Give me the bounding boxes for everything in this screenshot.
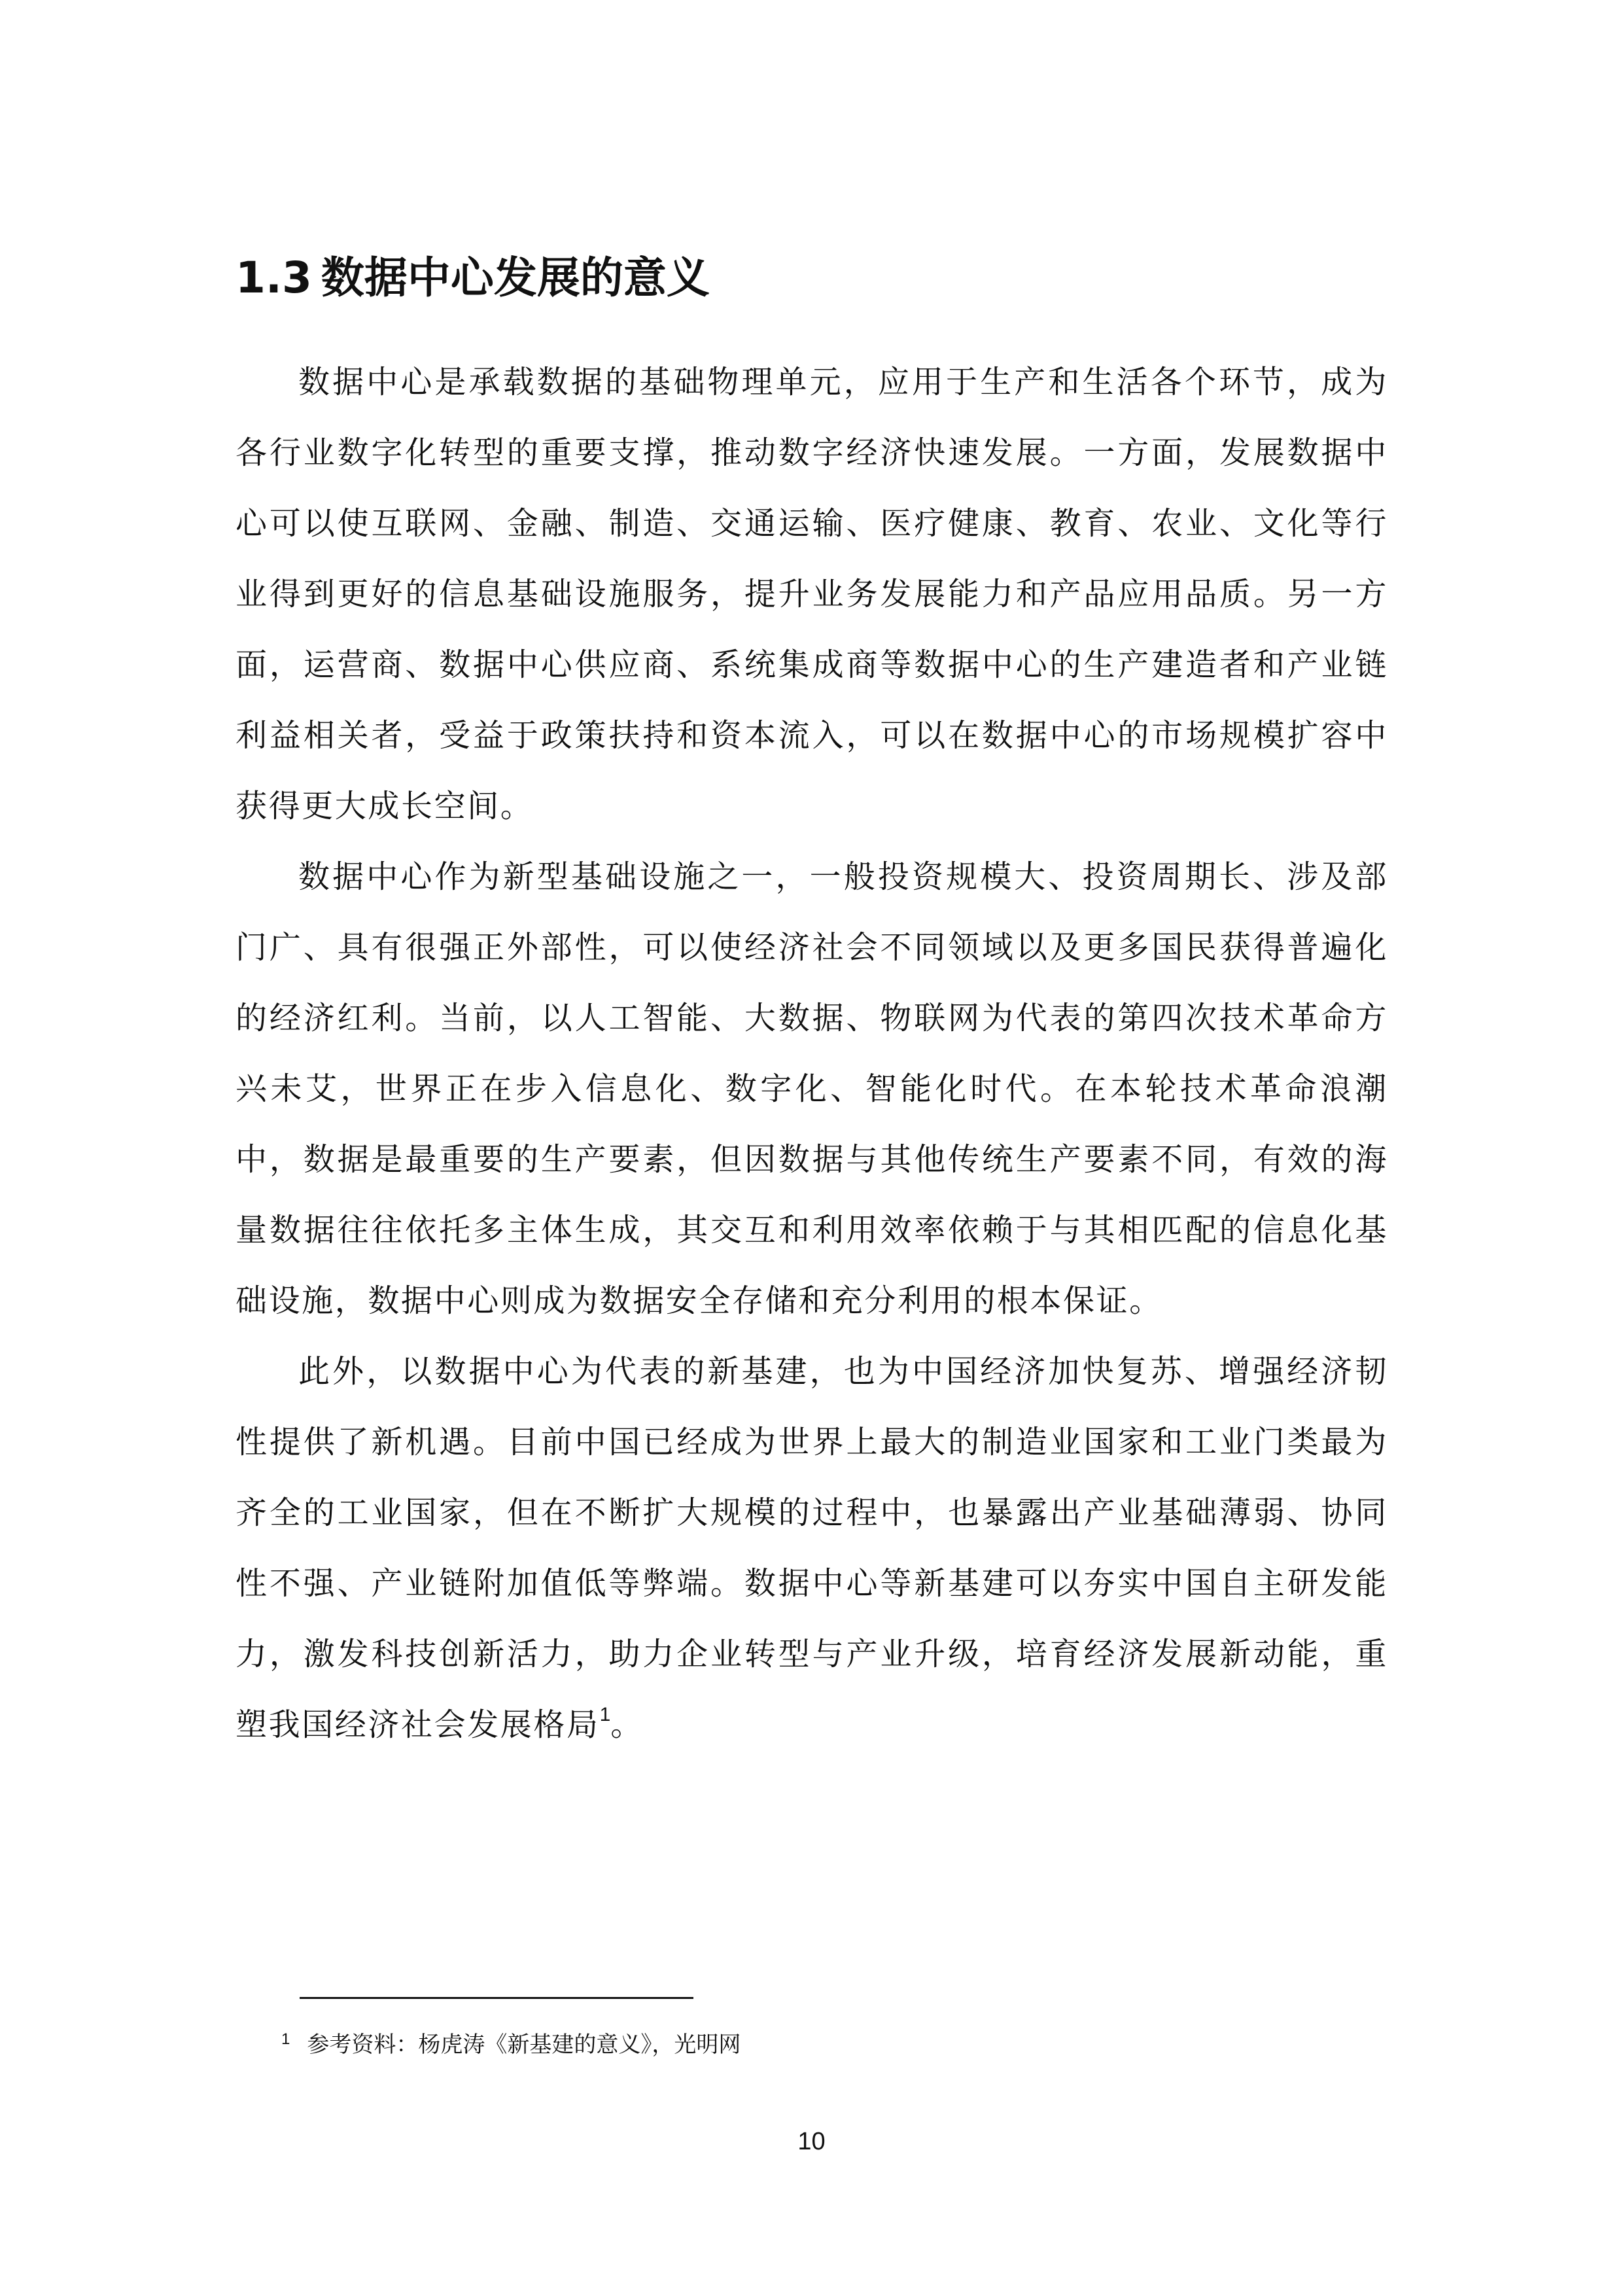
footnote-reference[interactable]: 1	[599, 1704, 611, 1725]
paragraph-end-mark: 。	[610, 1706, 644, 1743]
section-title: 数据中心发展的意义	[321, 253, 710, 303]
footnote	[281, 2023, 741, 2061]
paragraph-new-infrastructure	[236, 1336, 1388, 1760]
footnote-number: 1	[281, 2030, 290, 2048]
section-heading	[236, 249, 710, 308]
page-number: 10	[797, 2128, 826, 2155]
section-number: 1.3	[236, 253, 312, 303]
paragraph-significance: 数据中心是承载数据的基础物理单元，应用于生产和生活各个环节，成为各行业数字化转型的重要支撑，推动数字经济快速发展。一方面，发展数据中心可以使互联网、金融、制造、交通运输、医疗健康、教育、农业、文化等行业得到更好的信息基础设施服务，提升业务发展能力和产品应用品质。另一方面，运营商、数据中心供应商、系统集成商等数据中心的生产建造者和产业链利益相关者，受益于政策扶持和资本流入，可以在数据中心的市场规模扩容中获得更大成长空间。	[236, 364, 1388, 824]
paragraph-infrastructure: 数据中心作为新型基础设施之一，一般投资规模大、投资周期长、涉及部门广、具有很强正外部性，可以使经济社会不同领域以及更多国民获得普遍化的经济红利。当前，以人工智能、大数据、物联网为代表的第四次技术革命方兴未艾，世界正在步入信息化、数字化、智能化时代。在本轮技术革命浪潮中，数据是最重要的生产要素，但因数据与其他传统生产要素不同，有效的海量数据往往依托多主体生成，其交互和利用效率依赖于与其相匹配的信息化基础设施，数据中心则成为数据安全存储和充分利用的根本保证。	[236, 858, 1388, 1319]
body-text	[236, 347, 1388, 1760]
paragraph-new-infrastructure-text: 此外，以数据中心为代表的新基建，也为中国经济加快复苏、增强经济韧性提供了新机遇。目前中国已经成为世界上最大的制造业国家和工业门类最为齐全的工业国家，但在不断扩大规模的过程中，也暴露出产业基础薄弱、协同性不强、产业链附加值低等弊端。数据中心等新基建可以夯实中国自主研发能力，激发科技创新活力，助力企业转型与产业升级，培育经济发展新动能，重塑我国经济社会发展格局	[236, 1353, 1388, 1743]
footnote-text: 参考资料：杨虎涛《新基建的意义》，光明网	[307, 2032, 741, 2058]
footnote-separator	[300, 1997, 693, 1999]
